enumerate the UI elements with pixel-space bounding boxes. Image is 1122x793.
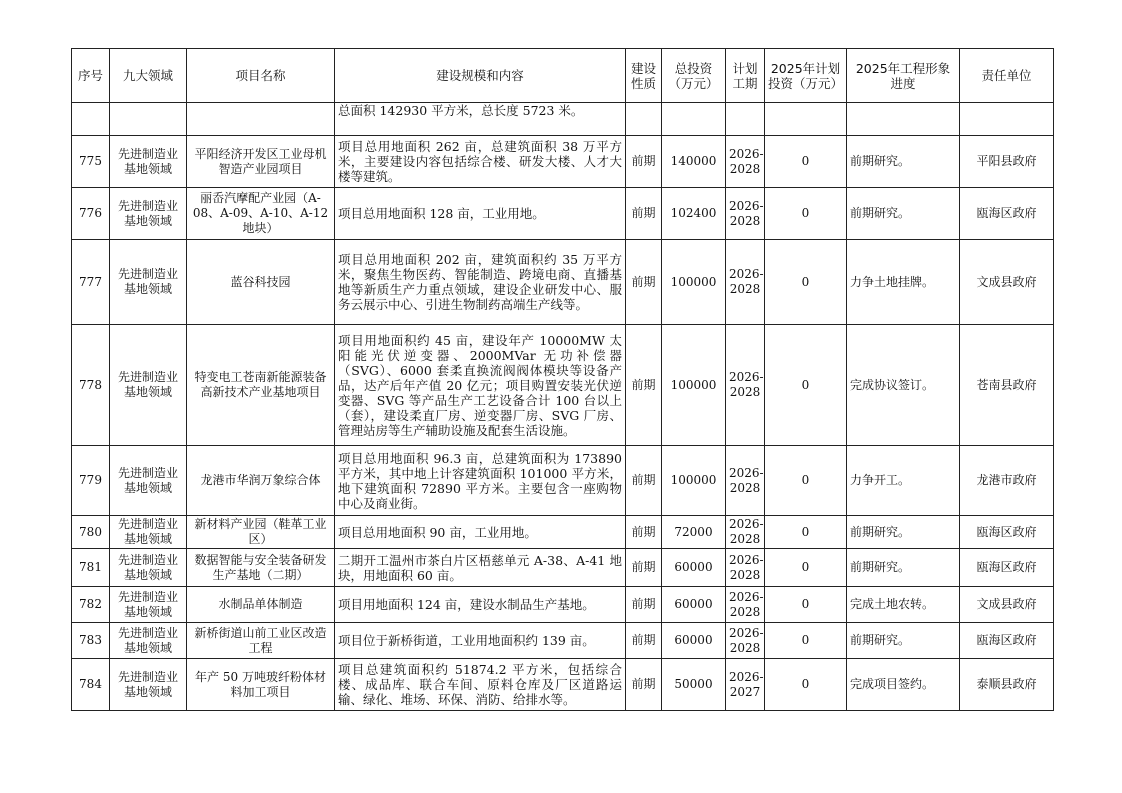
row-domain: 先进制造业基地领域	[110, 136, 187, 188]
row-seq: 777	[72, 240, 110, 325]
row-unit: 瓯海区政府	[960, 549, 1054, 587]
row-plan-invest: 0	[765, 325, 847, 446]
row-total-invest: 60000	[662, 623, 726, 659]
row-seq: 778	[72, 325, 110, 446]
table-row	[72, 188, 1054, 240]
table-row	[72, 549, 1054, 587]
row-domain: 先进制造业基地领域	[110, 188, 187, 240]
project-table	[71, 48, 1054, 711]
row-period: 2026-2028	[726, 623, 765, 659]
row-plan-invest: 0	[765, 240, 847, 325]
row-domain: 先进制造业基地领域	[110, 325, 187, 446]
header-unit: 责任单位	[960, 49, 1054, 103]
row-total-invest: 60000	[662, 549, 726, 587]
row-plan-invest: 0	[765, 549, 847, 587]
table-row	[72, 516, 1054, 549]
header-period: 计划工期	[726, 49, 765, 103]
row-total-invest: 100000	[662, 325, 726, 446]
row-plan-invest: 0	[765, 587, 847, 623]
row-progress: 前期研究。	[847, 549, 960, 587]
row-total-invest: 60000	[662, 587, 726, 623]
row-period: 2026-2028	[726, 446, 765, 516]
row-seq: 781	[72, 549, 110, 587]
header-total-invest: 总投资（万元）	[662, 49, 726, 103]
row-project-name: 数据智能与安全装备研发生产基地（二期）	[187, 549, 335, 587]
header-plan-invest: 2025年计划投资（万元）	[765, 49, 847, 103]
table-row	[72, 587, 1054, 623]
row-period: 2026-2028	[726, 549, 765, 587]
row-project-name: 新桥街道山前工业区改造工程	[187, 623, 335, 659]
row-project-name: 水制品单体制造	[187, 587, 335, 623]
row-scope: 项目总用地面积 128 亩，工业用地。	[335, 188, 626, 240]
row-total-invest: 50000	[662, 659, 726, 711]
row-plan-invest: 0	[765, 188, 847, 240]
row-scope: 项目总用地面积 90 亩，工业用地。	[335, 516, 626, 549]
row-project-name: 龙港市华润万象综合体	[187, 446, 335, 516]
header-name: 项目名称	[187, 49, 335, 103]
header-domain: 九大领域	[110, 49, 187, 103]
row-progress: 力争开工。	[847, 446, 960, 516]
row-project-name: 特变电工苍南新能源装备高新技术产业基地项目	[187, 325, 335, 446]
row-project-name: 年产 50 万吨玻纤粉体材料加工项目	[187, 659, 335, 711]
row-seq: 780	[72, 516, 110, 549]
row-nature: 前期	[626, 549, 662, 587]
header-seq: 序号	[72, 49, 110, 103]
row-domain: 先进制造业基地领域	[110, 549, 187, 587]
row-nature: 前期	[626, 325, 662, 446]
row-scope: 项目总用地面积 202 亩，建筑面积约 35 万平方米，聚焦生物医药、智能制造、跨境电商、直播基地等新质生产力重点领域，建设企业研发中心、服务云展示中心、引进生物制药高端生产线等。	[335, 240, 626, 325]
row-scope: 项目总建筑面积约 51874.2 平方米，包括综合楼、成品库、联合车间、原料仓库及厂区道路运输、绿化、堆场、环保、消防、给排水等。	[335, 659, 626, 711]
row-scope: 项目用地面积 124 亩，建设水制品生产基地。	[335, 587, 626, 623]
row-period: 2026-2028	[726, 587, 765, 623]
row-project-name: 平阳经济开发区工业母机智造产业园项目	[187, 136, 335, 188]
row-total-invest: 100000	[662, 240, 726, 325]
table-row	[72, 136, 1054, 188]
table-row	[72, 240, 1054, 325]
row-unit: 苍南县政府	[960, 325, 1054, 446]
table-header	[72, 49, 1054, 103]
table-row	[72, 623, 1054, 659]
row-progress: 完成土地农转。	[847, 587, 960, 623]
row-nature: 前期	[626, 587, 662, 623]
row-total-invest: 100000	[662, 446, 726, 516]
row-seq: 782	[72, 587, 110, 623]
table-row	[72, 446, 1054, 516]
row-period: 2026-2028	[726, 325, 765, 446]
row-domain: 先进制造业基地领域	[110, 240, 187, 325]
row-domain: 先进制造业基地领域	[110, 446, 187, 516]
row-plan-invest: 0	[765, 516, 847, 549]
continuation-row	[72, 103, 1054, 136]
row-total-invest: 72000	[662, 516, 726, 549]
row-plan-invest: 0	[765, 446, 847, 516]
table-row	[72, 325, 1054, 446]
row-scope: 项目用地面积约 45 亩，建设年产 10000MW 太阳能光伏逆变器、2000MVar 无功补偿器（SVG）、6000 套柔直换流阀阀体模块等设备产品，达产后年产值 20 亿元；项目购置安装光伏逆变器、SVG 等产品生产工艺设备合计 100 台以上（套），建设柔直厂房、逆变器厂房、SVG 厂房、管理站房等生产辅助设施及配套生活设施。	[335, 325, 626, 446]
row-unit: 瓯海区政府	[960, 623, 1054, 659]
row-period: 2026-2028	[726, 240, 765, 325]
row-nature: 前期	[626, 623, 662, 659]
row-nature: 前期	[626, 516, 662, 549]
row-unit: 平阳县政府	[960, 136, 1054, 188]
header-nature: 建设性质	[626, 49, 662, 103]
row-plan-invest: 0	[765, 623, 847, 659]
row-project-name: 新材料产业园（鞋革工业区）	[187, 516, 335, 549]
row-domain: 先进制造业基地领域	[110, 516, 187, 549]
row-period: 2026-2028	[726, 188, 765, 240]
row-seq: 783	[72, 623, 110, 659]
row-progress: 完成项目签约。	[847, 659, 960, 711]
row-scope: 二期开工温州市茶白片区梧慈单元 A-38、A-41 地块，用地面积 60 亩。	[335, 549, 626, 587]
row-unit: 文成县政府	[960, 240, 1054, 325]
row-progress: 完成协议签订。	[847, 325, 960, 446]
row-progress: 力争土地挂牌。	[847, 240, 960, 325]
row-unit: 泰顺县政府	[960, 659, 1054, 711]
row-domain: 先进制造业基地领域	[110, 659, 187, 711]
row-domain: 先进制造业基地领域	[110, 587, 187, 623]
table-body	[72, 103, 1054, 711]
row-total-invest: 140000	[662, 136, 726, 188]
row-period: 2026-2027	[726, 659, 765, 711]
row-scope: 项目总用地面积 262 亩，总建筑面积 38 万平方米，主要建设内容包括综合楼、研发大楼、人才大楼等建筑。	[335, 136, 626, 188]
row-unit: 文成县政府	[960, 587, 1054, 623]
table-row	[72, 659, 1054, 711]
header-scope: 建设规模和内容	[335, 49, 626, 103]
row-progress: 前期研究。	[847, 516, 960, 549]
row-project-name: 丽岙汽摩配产业园（A-08、A-09、A-10、A-12 地块）	[187, 188, 335, 240]
row-seq: 779	[72, 446, 110, 516]
row-period: 2026-2028	[726, 136, 765, 188]
row-seq: 784	[72, 659, 110, 711]
row-seq: 776	[72, 188, 110, 240]
row-progress: 前期研究。	[847, 188, 960, 240]
row-project-name: 蓝谷科技园	[187, 240, 335, 325]
row-nature: 前期	[626, 136, 662, 188]
row-period: 2026-2028	[726, 516, 765, 549]
row-unit: 龙港市政府	[960, 446, 1054, 516]
row-unit: 瓯海区政府	[960, 516, 1054, 549]
row-scope: 项目位于新桥街道，工业用地面积约 139 亩。	[335, 623, 626, 659]
row-progress: 前期研究。	[847, 623, 960, 659]
continuation-scope: 总面积 142930 平方米，总长度 5723 米。	[335, 103, 626, 136]
row-nature: 前期	[626, 446, 662, 516]
row-seq: 775	[72, 136, 110, 188]
row-progress: 前期研究。	[847, 136, 960, 188]
row-nature: 前期	[626, 659, 662, 711]
row-plan-invest: 0	[765, 136, 847, 188]
row-plan-invest: 0	[765, 659, 847, 711]
row-scope: 项目总用地面积 96.3 亩，总建筑面积为 173890 平方米，其中地上计容建筑面积 101000 平方米，地下建筑面积 72890 平方米。主要包含一座购物中心及商业街。	[335, 446, 626, 516]
row-unit: 瓯海区政府	[960, 188, 1054, 240]
row-nature: 前期	[626, 188, 662, 240]
row-nature: 前期	[626, 240, 662, 325]
header-progress: 2025年工程形象进度	[847, 49, 960, 103]
row-total-invest: 102400	[662, 188, 726, 240]
row-domain: 先进制造业基地领域	[110, 623, 187, 659]
